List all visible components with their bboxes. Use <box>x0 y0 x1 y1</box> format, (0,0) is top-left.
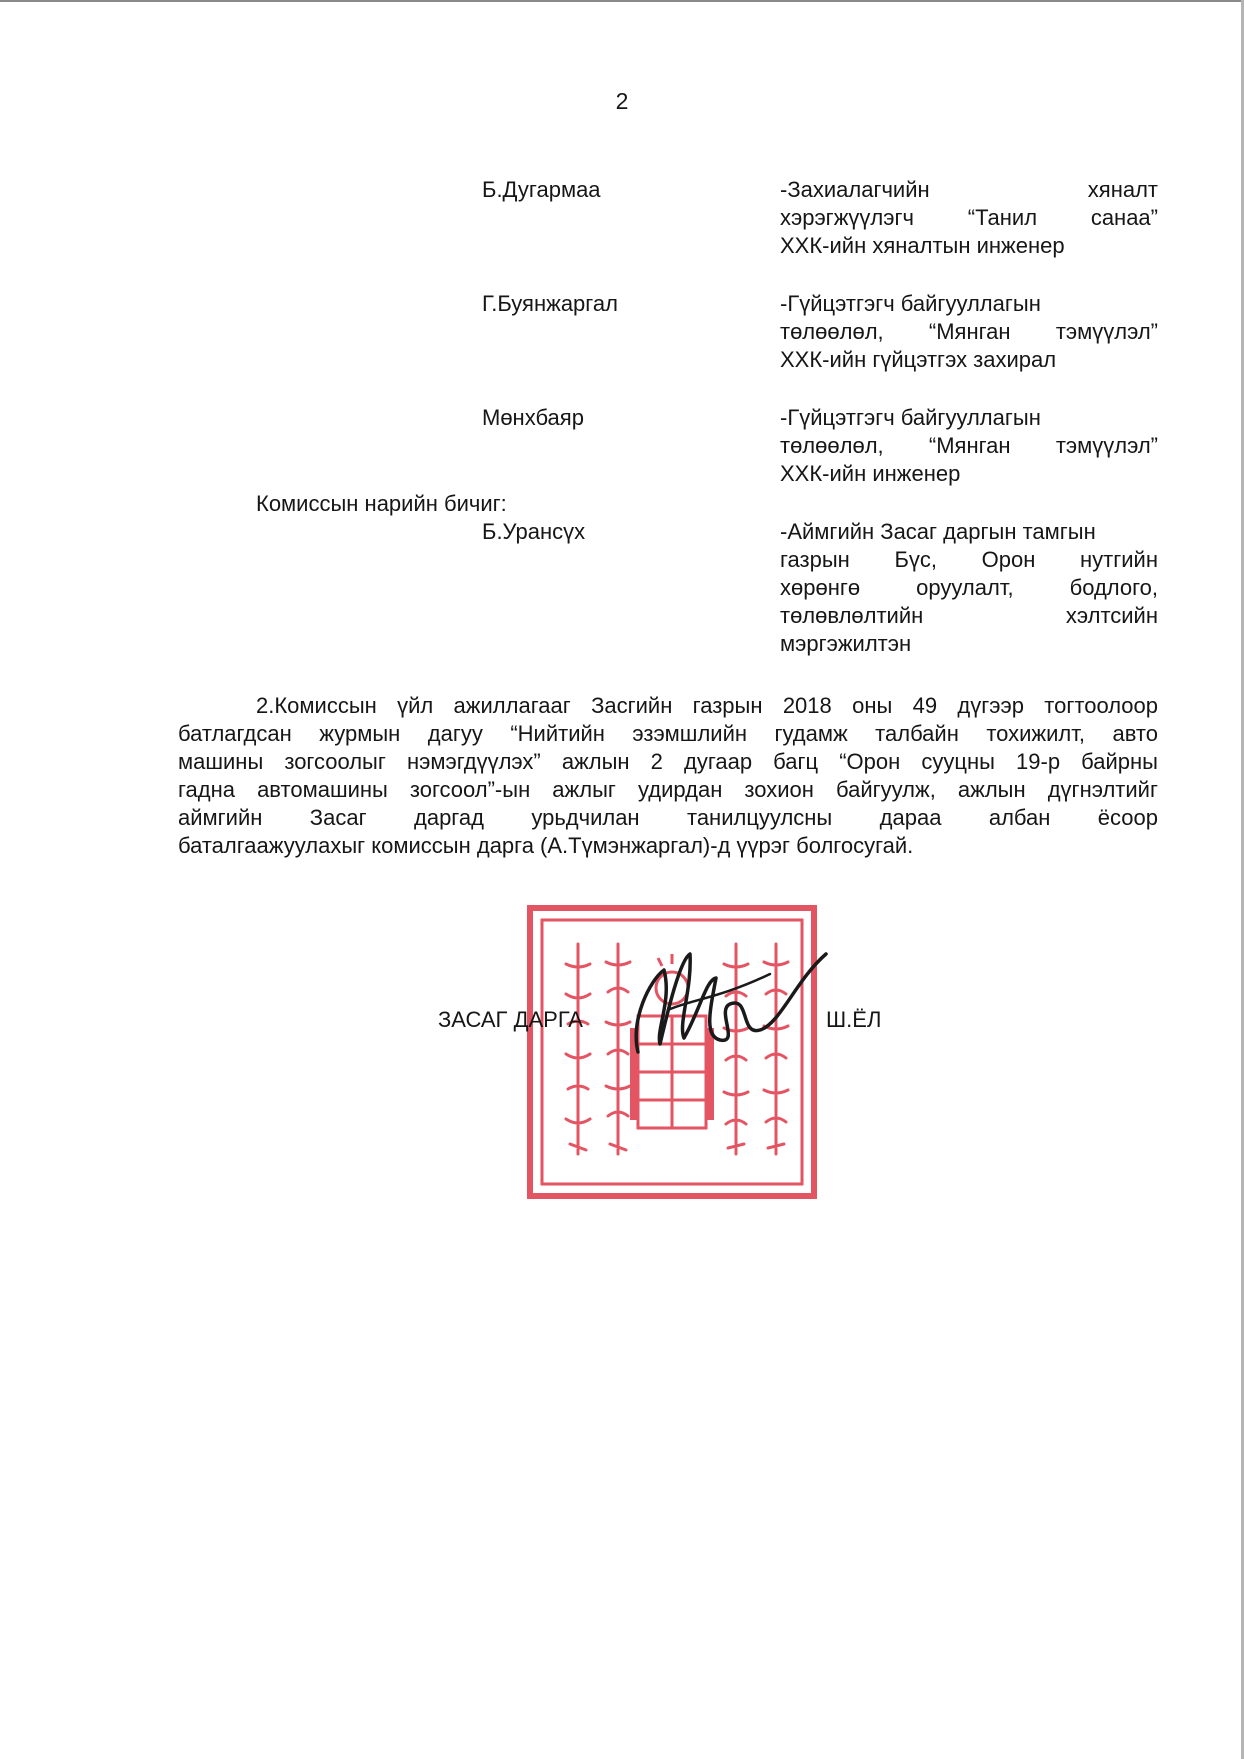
role-line: мэргэжилтэн <box>780 631 912 656</box>
signatory-name: Ш.ЁЛ <box>826 1007 882 1032</box>
scan-edge-top <box>0 0 1244 2</box>
role-line: төлөөлөл, “Мянган тэмүүлэл” <box>780 433 1158 458</box>
paragraph-line: баталгаажуулахыг комиссын дарга (А.Түмэнжаргал)-д үүрэг болгосугай. <box>178 833 914 858</box>
paragraph-line: батлагдсан журмын дагуу “Нийтийн эзэмшлийн гудамж талбайн тохижилт, авто <box>178 721 1158 746</box>
page-number: 2 <box>615 88 629 114</box>
member-role <box>780 290 1158 374</box>
role-line: хөрөнгө оруулалт, бодлого, <box>780 575 1158 600</box>
secretary-heading: Комиссын нарийн бичиг: <box>256 491 507 516</box>
role-line: -Гүйцэтгэгч байгууллагын <box>780 291 1041 316</box>
member-name: Г.Буянжаргал <box>482 291 618 316</box>
role-line: -Гүйцэтгэгч байгууллагын <box>780 405 1041 430</box>
role-line: -Аймгийн Засаг даргын тамгын <box>780 519 1096 544</box>
role-line: хэрэгжүүлэгч “Танил санаа” <box>780 205 1158 230</box>
handwritten-signature <box>620 940 830 1060</box>
signatory-position: ЗАСАГ ДАРГА <box>438 1007 583 1032</box>
member-name: Б.Дугармаа <box>482 177 601 202</box>
role-line: төлөвлөлтийн хэлтсийн <box>780 603 1158 628</box>
secretary-role <box>780 518 1158 658</box>
member-role <box>780 176 1158 260</box>
secretary-name: Б.Урансүх <box>482 519 586 544</box>
role-line: -Захиалагчийн хяналт <box>780 177 1158 202</box>
role-line: газрын Бүс, Орон нутгийн <box>780 547 1158 572</box>
resolution-paragraph <box>178 692 1158 860</box>
paragraph-line: машины зогсоолыг нэмэгдүүлэх” ажлын 2 дугаар багц “Орон сууцны 19-р байрны <box>178 749 1158 774</box>
paragraph-line: аймгийн Засаг даргад урьдчилан танилцуулсны дараа албан ёсоор <box>178 805 1158 830</box>
role-line: ХХК-ийн гүйцэтгэх захирал <box>780 347 1057 372</box>
member-role <box>780 404 1158 488</box>
role-line: төлөөлөл, “Мянган тэмүүлэл” <box>780 319 1158 344</box>
role-line: ХХК-ийн инженер <box>780 461 961 486</box>
paragraph-line: гадна автомашины зогсоол”-ын ажлыг удирдан зохион байгуулж, ажлын дүгнэлтийг <box>178 777 1158 802</box>
paragraph-line: 2.Комиссын үйл ажиллагааг Засгийн газрын 2018 оны 49 дүгээр тогтоолоор <box>256 693 1158 718</box>
member-name: Мөнхбаяр <box>482 405 584 430</box>
role-line: ХХК-ийн хяналтын инженер <box>780 233 1065 258</box>
